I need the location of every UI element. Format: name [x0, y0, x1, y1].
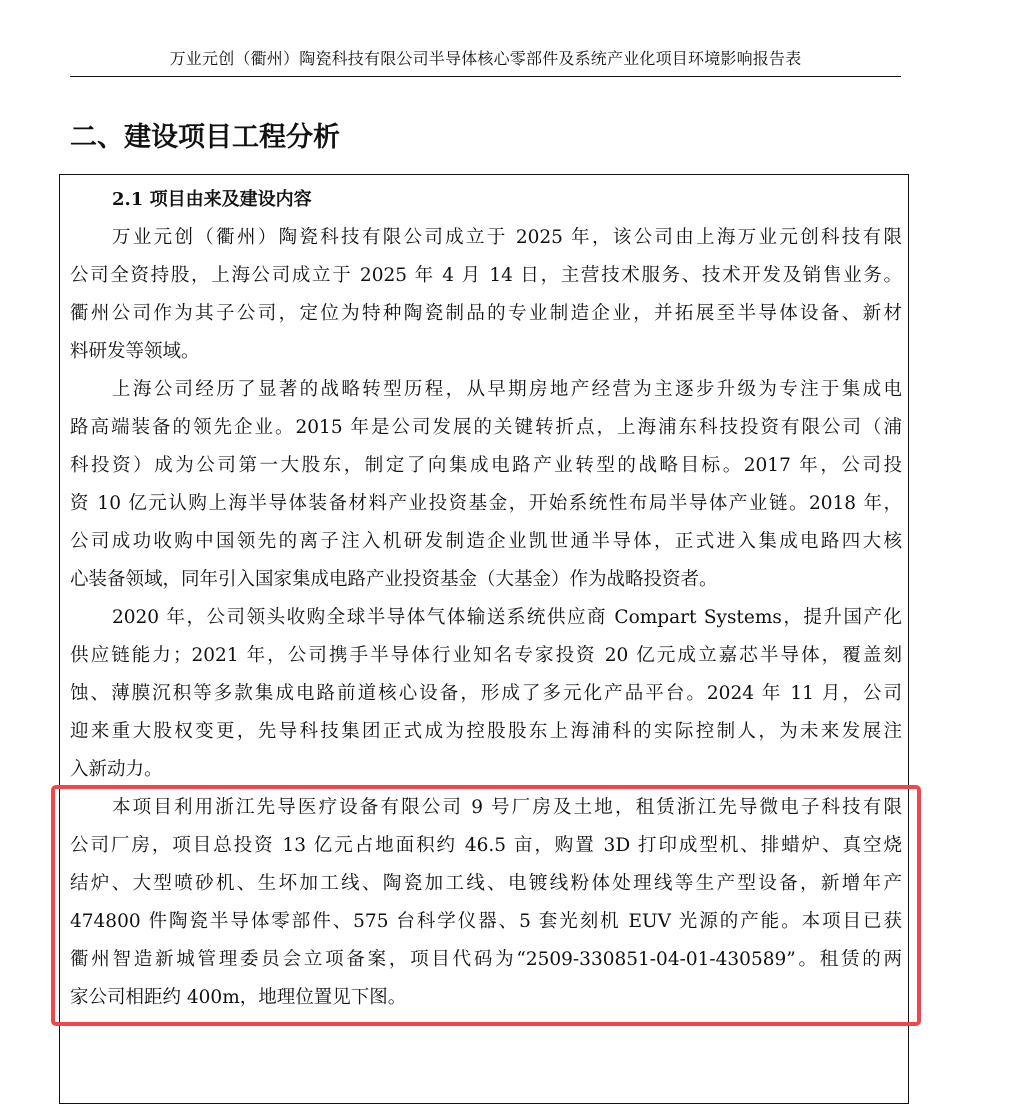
paragraph-4-line-2: 公司厂房，项目总投资 13 亿元占地面积约 46.5 亩，购置 3D 打印成型机、排蜡炉、真空烧 — [70, 835, 902, 856]
paragraph-3-line-2: 供应链能力；2021 年，公司携手半导体行业知名专家投资 20 亿元成立嘉芯半导体，覆盖刻 — [70, 645, 902, 666]
paragraph-4-line-3: 结炉、大型喷砂机、生坏加工线、陶瓷加工线、电镀线粉体处理线等生产型设备，新增年产 — [70, 873, 902, 894]
document-header-title: 万业元创（衢州）陶瓷科技有限公司半导体核心零部件及系统产业化项目环境影响报告表 — [169, 49, 802, 68]
paragraph-3-line-5: 入新动力。 — [70, 759, 163, 780]
paragraph-4-line-1: 本项目利用浙江先导医疗设备有限公司 9 号厂房及土地，租赁浙江先导微电子科技有限 — [112, 797, 902, 818]
header-divider — [70, 76, 901, 77]
paragraph-2-line-3: 科投资）成为公司第一大股东，制定了向集成电路产业转型的战略目标。2017 年，公司投 — [70, 455, 902, 476]
paragraph-4-line-6: 家公司相距约 400m，地理位置见下图。 — [70, 987, 407, 1008]
paragraph-2-line-5: 公司成功收购中国领先的离子注入机研发制造企业凯世通半导体，正式进入集成电路四大核 — [70, 531, 902, 552]
paragraph-4-line-5: 衢州智造新城管理委员会立项备案，项目代码为“2509-330851-04-01-430589”。租赁的两 — [70, 949, 902, 970]
paragraph-1-line-2: 公司全资持股，上海公司成立于 2025 年 4 月 14 日，主营技术服务、技术开发及销售业务。 — [70, 265, 902, 286]
paragraph-2-line-2: 路高端装备的领先企业。2015 年是公司发展的关键转折点，上海浦东科技投资有限公司（浦 — [70, 417, 902, 438]
paragraph-2-line-1: 上海公司经历了显著的战略转型历程，从早期房地产经营为主逐步升级为专注于集成电 — [112, 379, 902, 400]
subsection-heading: 2.1 项目由来及建设内容 — [112, 189, 312, 210]
paragraph-1-line-4: 料研发等领域。 — [70, 341, 200, 362]
paragraph-2-line-4: 资 10 亿元认购上海半导体装备材料产业投资基金，开始系统性布局半导体产业链。2018 年， — [70, 493, 902, 514]
paragraph-1-line-1: 万业元创（衢州）陶瓷科技有限公司成立于 2025 年，该公司由上海万业元创科技有限 — [112, 227, 902, 248]
paragraph-3-line-1: 2020 年，公司领头收购全球半导体气体输送系统供应商 Compart Systems，提升国产化 — [112, 607, 902, 628]
section-heading: 二、建设项目工程分析 — [70, 122, 340, 153]
paragraph-2-line-6: 心装备领域，同年引入国家集成电路产业投资基金（大基金）作为战略投资者。 — [70, 569, 718, 590]
paragraph-4-line-4: 474800 件陶瓷半导体零部件、575 台科学仪器、5 套光刻机 EUV 光源的产能。本项目已获 — [70, 911, 902, 932]
paragraph-3-line-4: 迎来重大股权变更，先导科技集团正式成为控股股东上海浦科的实际控制人，为未来发展注 — [70, 721, 902, 742]
paragraph-3-line-3: 蚀、薄膜沉积等多款集成电路前道核心设备，形成了多元化产品平台。2024 年 11 月，公司 — [70, 683, 902, 704]
paragraph-1-line-3: 衢州公司作为其子公司，定位为特种陶瓷制品的专业制造企业，并拓展至半导体设备、新材 — [70, 303, 902, 324]
